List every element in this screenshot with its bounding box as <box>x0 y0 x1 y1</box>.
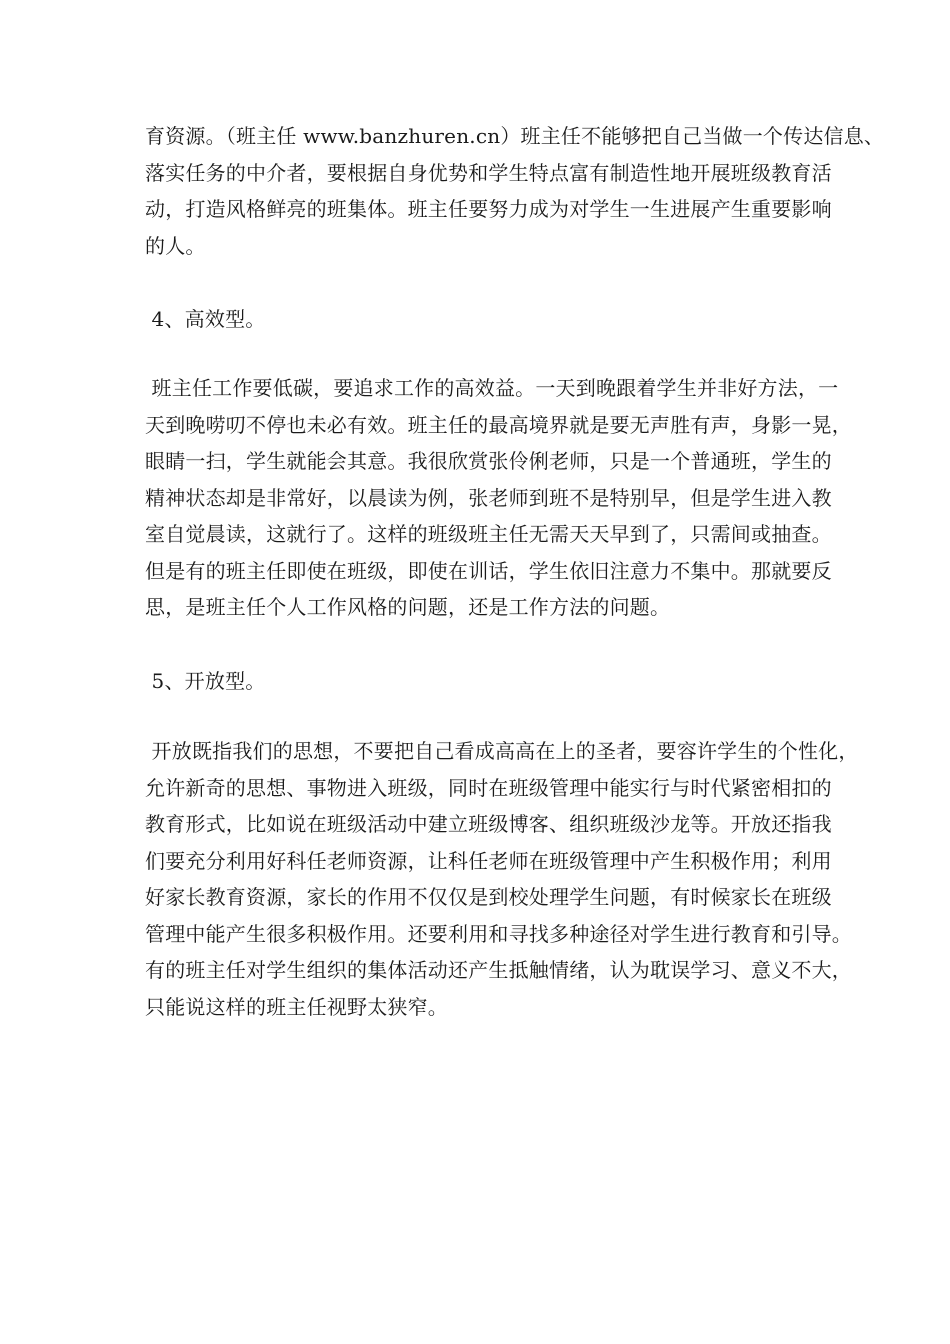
paragraph-continued <box>145 118 885 264</box>
text-line: 动，打造风格鲜亮的班集体。班主任要努力成为对学生一生进展产生重要影响 <box>145 197 832 221</box>
text-line: 精神状态却是非常好，以晨读为例，张老师到班不是特别早，但是学生进入教 <box>145 485 832 510</box>
heading-text: 4、高效型。 <box>145 307 266 331</box>
section-heading-efficient <box>145 301 835 337</box>
text-line: 开放既指我们的思想，不要把自己看成高高在上的圣者，要容许学生的个性化， <box>145 739 859 763</box>
text-line: 天到晚唠叨不停也未必有效。班主任的最高境界就是要无声胜有声，身影一晃， <box>145 412 852 437</box>
text-line: 教育形式，比如说在班级活动中建立班级博客、组织班级沙龙等。开放还指我 <box>145 812 832 836</box>
text-line: 有的班主任对学生组织的集体活动还产生抵触情绪，认为耽误学习、意义不大， <box>145 958 852 982</box>
text-line: 只能说这样的班主任视野太狭窄。 <box>145 994 448 1019</box>
heading-text: 5、开放型。 <box>145 669 266 693</box>
section-heading-open <box>145 663 835 699</box>
text-line: 育资源。（班主任 www.banzhuren.cn）班主任不能够把自己当做一个传达信息、 <box>145 124 885 148</box>
text-line: 但是有的班主任即使在班级，即使在训话，学生依旧注意力不集中。那就要反 <box>145 558 832 583</box>
text-line: 允许新奇的思想、事物进入班级，同时在班级管理中能实行与时代紧密相扣的 <box>145 775 832 800</box>
text-line: 的人。 <box>145 233 206 258</box>
text-line: 眼睛一扫，学生就能会其意。我很欣赏张伶俐老师，只是一个普通班，学生的 <box>145 449 832 473</box>
text-line: 管理中能产生很多积极作用。还要利用和寻找多种途径对学生进行教育和引导。 <box>145 921 852 946</box>
paragraph-efficient <box>145 370 852 626</box>
text-line: 落实任务的中介者，要根据自身优势和学生特点富有制造性地开展班级教育活 <box>145 160 832 185</box>
paragraph-open <box>145 733 859 1025</box>
text-line: 思，是班主任个人工作风格的问题，还是工作方法的问题。 <box>145 595 671 619</box>
text-line: 室自觉晨读，这就行了。这样的班级班主任无需天天早到了，只需间或抽查。 <box>145 522 832 546</box>
text-line: 好家长教育资源，家长的作用不仅仅是到校处理学生问题，有时候家长在班级 <box>145 885 832 909</box>
text-line: 们要充分利用好科任老师资源，让科任老师在班级管理中产生积极作用；利用 <box>145 848 832 873</box>
text-line: 班主任工作要低碳，要追求工作的高效益。一天到晚跟着学生并非好方法，一 <box>145 376 839 400</box>
